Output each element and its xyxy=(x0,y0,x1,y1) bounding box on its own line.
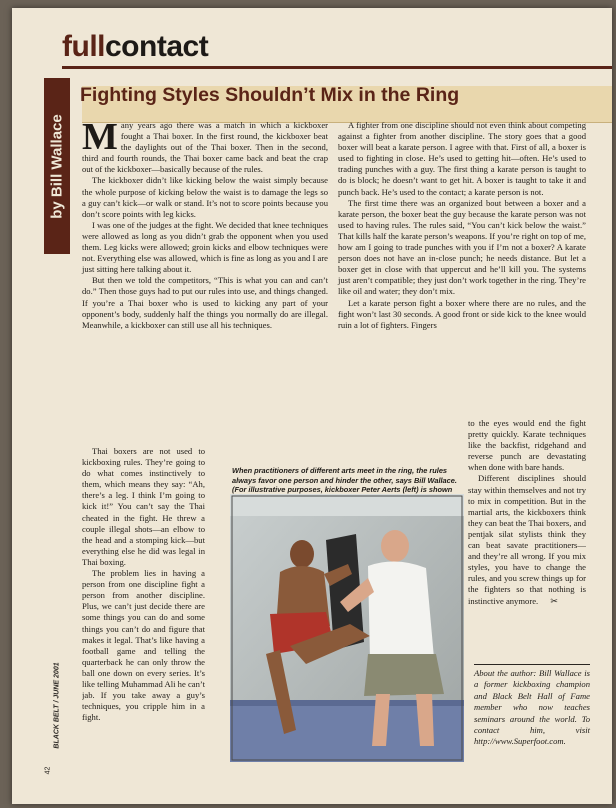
end-mark-icon: ✂ xyxy=(550,595,558,606)
paragraph: I was one of the judges at the fight. We decided that knee techniques were allowed as long as you didn’t grab the opponent when you used them. Leg kicks were allowed; groin kicks and elbow techniques were not. Everything else was allowed, which is fine as long as you and I are just sitting here talking about it. xyxy=(82,219,328,275)
folio-magazine-text: BLACK BELT / JUNE 2001 xyxy=(53,661,61,749)
divider xyxy=(474,664,590,665)
paragraph: The kickboxer didn’t like kicking below the waist simply because the whole purpose of kicking below the waist is to damage the legs so a guy can’t kick—or walk or stand. It’s not to score points because you don’t score points with leg kicks. xyxy=(82,175,328,219)
paragraph: Let a karate person fight a boxer where there are no rules, and the fight won’t last 30 seconds. A good front or side kick to the knee would ruin a lot of fighters. Fingers xyxy=(338,297,586,330)
page-number-text: 42 xyxy=(44,766,52,774)
byline-text: by Bill Wallace xyxy=(48,113,66,219)
about-the-author: About the author: Bill Wallace is a former kickboxing champion and Black Belt Hall of Fame member who now teaches seminars around the world. To contact him, visit http://www.Superfoot.com. xyxy=(474,668,590,747)
paragraph: Different disciplines should stay within themselves and not try to mix in competition. But in the martial arts, the kickboxers think they can beat the Thai boxers, and pentjak silat stylists think they can beat savate practitioners—and they’re all wrong. If you mix styles, you have to change the rules, and you screw things up for the fighters so that nothing is instinctive anymore. ✂ xyxy=(468,473,586,606)
paragraph: A fighter from one discipline should not even think about competing against a fighter from another discipline. The story goes that a good boxer will beat a karate person. I agree with that. First of all, a boxer is used to fighting in close. He’s used to getting hit—often. He’s used to trading punches with a guy. The first thing a karate person is taught to do is block; he doesn’t want to get hit. A boxer is taught to take it and punch back. He’s used to the contact; a karate person is not. xyxy=(338,120,586,197)
paragraph: The problem lies in having a person from one discipline fight a person from another discipline. Plus, we can’t just decide there are some things you can do and some things you can’t do and figure that makes it legal. That’s like having a football game and telling the quarterback he can only throw the ball one down on every series. It’s like telling Muhammad Ali he can’t jab. If you take away a guy’s techniques, you cripple him in a fight. xyxy=(82,568,205,723)
section-rule xyxy=(62,66,612,69)
drop-cap: M xyxy=(82,116,118,158)
paragraph: The first time there was an organized bout between a boxer and a karate person, the boxer beat the guy because the karate person was not used to having rules. The rules said, “You can’t kick below the waist.” That kills half the karate person’s weapons. If you’re right on top of me, how am I going to trade punches with you if I’m not a boxer? A karate person does not have an in-close punch; he needs distance. But let a boxer get in close with that uppercut and he’ll kill you. The systems just aren’t compatible; they just don’t work together in the ring. They’re like oil and water; they don’t mix. xyxy=(338,197,586,297)
column-2 xyxy=(338,120,586,331)
paragraph: Many years ago there was a match in which a kickboxer fought a Thai boxer. In the first round, the kickboxer beat the daylights out of the Thai boxer. Then in the second, third and fourth rounds, the Thai boxer came back and beat the crap out of the kickboxer—basically because of the rules. xyxy=(82,116,328,175)
column-2-lower xyxy=(468,418,586,664)
photo-caption: When practitioners of different arts meet in the ring, the rules always favor one person and hinder the other, says Bill Wallace. (For illustrative purposes, kickboxer Peter Aerts (left) is shown xyxy=(232,466,457,495)
training-photo xyxy=(230,494,464,762)
paragraph: But then we told the competitors, “This is what you can and can’t do.” Then those guys had to put our rules into use, and things changed. If you’re a Thai boxer who is used to kicking any part of your opponent’s body, suddenly half the things you normally do are illegal. Meanwhile, a kickboxer can still use all his techniques. xyxy=(82,275,328,330)
folio-magazine xyxy=(48,650,66,760)
photo-illustration xyxy=(230,494,464,762)
paragraph: to the eyes would end the fight pretty quickly. Karate techniques like the backfist, ridgehand and reverse punch are devastating when done with bare hands. xyxy=(468,418,586,473)
paragraph: Thai boxers are not used to kickboxing rules. They’re going to do what comes instinctively to them, which means they say: “Ah, there’s a leg. I think I’m going to kick it!” You can’t say the Thai cheated in the fight. He threw a couple illegal shots—an elbow to the head and a stomping kick—but everything else he did was legal in Thai boxing. xyxy=(82,446,205,567)
page-number xyxy=(38,760,58,780)
byline xyxy=(44,78,70,254)
column-1 xyxy=(82,116,328,331)
article-headline: Fighting Styles Shouldn’t Mix in the Ring xyxy=(80,84,460,106)
section-title-part2: contact xyxy=(105,30,209,63)
section-title-part1: full xyxy=(62,30,105,63)
column-1-lower xyxy=(82,446,205,768)
section-title xyxy=(62,30,208,64)
